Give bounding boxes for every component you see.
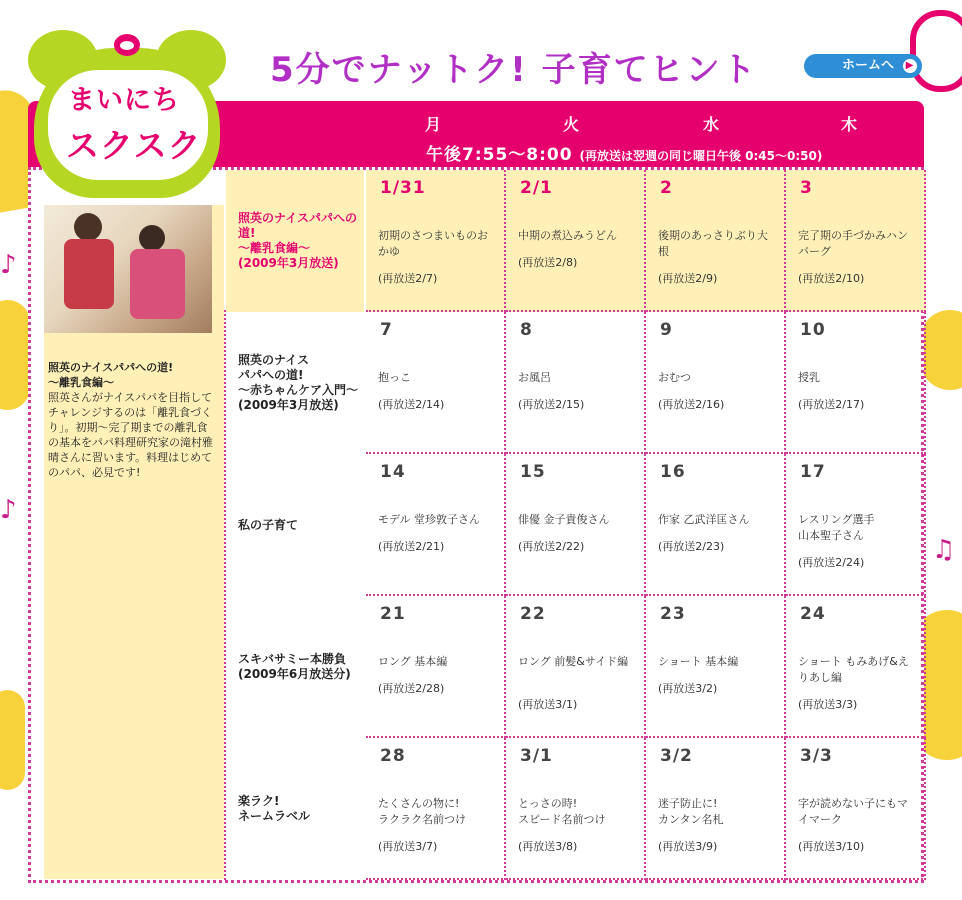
sidebar-title: 照英のナイスパパへの道! 〜離乳食編〜 <box>48 361 174 389</box>
cell-rerun-date: (再放送3/1) <box>518 698 578 711</box>
decoration-character-left-mid <box>0 300 30 410</box>
row-label-title: 照英のナイス パパへの道! <box>238 353 310 382</box>
row-label <box>226 454 364 596</box>
cell-rerun-date: (再放送2/23) <box>658 540 725 553</box>
row-label-title: スキバサミー本勝負 <box>238 652 347 666</box>
schedule-cell[interactable] <box>646 454 786 596</box>
broadcast-time-text: 午後7:55〜8:00 <box>426 145 573 165</box>
cell-rerun-date: (再放送2/8) <box>518 256 578 269</box>
cell-rerun-date: (再放送3/7) <box>378 840 438 853</box>
row-label-subtitle: 〜赤ちゃんケア入門〜 (2009年3月放送) <box>238 383 359 412</box>
day-header-thu: 木 <box>840 115 857 134</box>
row-label-title: 私の子育て <box>238 517 299 532</box>
cell-rerun-date: (再放送3/8) <box>518 840 578 853</box>
music-note-icon: ♫ <box>932 535 956 565</box>
cell-rerun-date: (再放送2/22) <box>518 540 585 553</box>
day-header-wed: 水 <box>702 115 719 134</box>
cell-topic: ショート もみあげ&えりあし編 <box>798 655 909 684</box>
cell-rerun-date: (再放送2/10) <box>798 272 865 285</box>
music-note-icon: ♪ <box>0 495 17 525</box>
schedule-cell[interactable] <box>786 312 926 454</box>
row-label-subtitle: (2009年6月放送分) <box>238 667 351 681</box>
cell-topic: 完了期の手づかみハンバーグ <box>798 229 908 258</box>
site-logo[interactable] <box>28 30 226 198</box>
music-note-icon: ♪ <box>0 250 17 280</box>
day-header-mon: 月 <box>424 115 441 134</box>
cell-date: 10 <box>800 320 826 340</box>
cell-topic: 抱っこ <box>378 371 411 384</box>
cell-topic: たくさんの物に! ラクラク名前つけ <box>378 797 466 826</box>
row-label <box>226 170 364 312</box>
schedule-cell[interactable] <box>366 738 506 880</box>
cell-date: 3/1 <box>520 746 553 766</box>
schedule-cell[interactable] <box>786 738 926 880</box>
cell-date: 15 <box>520 462 546 482</box>
cell-topic: モデル 堂珍敦子さん <box>378 513 480 526</box>
cell-topic: お風呂 <box>518 371 551 384</box>
page-title: 5分でナットク! 子育てヒント <box>270 50 758 90</box>
cell-rerun-date: (再放送2/17) <box>798 398 865 411</box>
row-label-title: 照英のナイスパパへの道! 〜離乳食編〜 <box>238 211 358 255</box>
schedule-cell[interactable] <box>506 312 646 454</box>
row-label <box>226 738 364 880</box>
cell-topic: とっさの時! スピード名前つけ <box>518 797 606 826</box>
cell-rerun-date: (再放送3/2) <box>658 682 718 695</box>
cell-date: 16 <box>660 462 686 482</box>
schedule-cell[interactable] <box>646 170 786 312</box>
schedule-cell[interactable] <box>786 596 926 738</box>
schedule-cell[interactable] <box>506 738 646 880</box>
photo-person-2-body <box>130 249 185 319</box>
cell-rerun-date: (再放送2/14) <box>378 398 445 411</box>
schedule-cell[interactable] <box>506 454 646 596</box>
photo-person-2-head <box>139 225 165 251</box>
cell-date: 17 <box>800 462 826 482</box>
cell-rerun-date: (再放送2/9) <box>658 272 718 285</box>
program-photo <box>44 205 212 333</box>
home-button-label: ホームへ <box>842 58 895 73</box>
cell-topic: ショート 基本編 <box>658 655 739 668</box>
arrow-right-icon: ▶ <box>903 59 917 73</box>
cell-date: 7 <box>380 320 393 340</box>
logo-text-line1: まいにち <box>68 85 180 116</box>
cell-date: 24 <box>800 604 826 624</box>
cell-topic: 中期の煮込みうどん <box>518 229 617 242</box>
cell-topic: 授乳 <box>798 371 820 384</box>
cell-date: 14 <box>380 462 406 482</box>
cell-rerun-date: (再放送3/3) <box>798 698 858 711</box>
cell-date: 3/2 <box>660 746 693 766</box>
cell-date: 22 <box>520 604 546 624</box>
cell-topic: ロング 前髪&サイド編 <box>518 655 629 668</box>
cell-topic: 迷子防止に! カンタン名札 <box>658 797 724 826</box>
cell-topic: おむつ <box>658 371 691 384</box>
cell-date: 28 <box>380 746 406 766</box>
schedule-cell[interactable] <box>786 454 926 596</box>
cell-rerun-date: (再放送3/9) <box>658 840 718 853</box>
schedule-cell[interactable] <box>646 596 786 738</box>
bunny-icon <box>114 34 140 56</box>
cell-topic: 字が読めない子にもマイマーク <box>798 797 908 826</box>
schedule-cell[interactable] <box>786 170 926 312</box>
schedule-cell[interactable] <box>506 170 646 312</box>
cell-topic: 後期のあっさりぶり大根 <box>658 229 768 258</box>
decoration-character-right-mid <box>920 310 962 390</box>
photo-person-1-head <box>74 213 102 241</box>
cell-rerun-date: (再放送3/10) <box>798 840 865 853</box>
cell-date: 3/3 <box>800 746 833 766</box>
decoration-character-left-bottom <box>0 690 25 790</box>
cell-topic: レスリング選手 山本聖子さん <box>798 513 875 542</box>
schedule-cell[interactable] <box>366 170 506 312</box>
row-label <box>226 312 364 454</box>
cell-date: 1/31 <box>380 178 426 198</box>
rerun-note: (再放送は翌週の同じ曜日午後 0:45〜0:50) <box>579 149 823 163</box>
decoration-ring-right-top <box>910 10 962 92</box>
logo-text-line2: スクスク <box>66 126 202 165</box>
home-button[interactable] <box>804 54 922 78</box>
cell-rerun-date: (再放送2/7) <box>378 272 438 285</box>
schedule-cell[interactable] <box>646 738 786 880</box>
photo-person-1-body <box>64 239 114 309</box>
schedule-cell[interactable] <box>646 312 786 454</box>
cell-date: 8 <box>520 320 533 340</box>
cell-rerun-date: (再放送2/28) <box>378 682 445 695</box>
cell-date: 2 <box>660 178 673 198</box>
cell-topic: 俳優 金子貴俊さん <box>518 513 610 526</box>
cell-date: 9 <box>660 320 673 340</box>
broadcast-time <box>426 140 822 165</box>
row-label-title: 楽ラク! ネームラベル <box>238 794 311 823</box>
cell-rerun-date: (再放送2/21) <box>378 540 445 553</box>
schedule-cell[interactable] <box>506 596 646 738</box>
schedule-cell[interactable] <box>366 596 506 738</box>
cell-rerun-date: (再放送2/16) <box>658 398 725 411</box>
day-header-tue: 火 <box>562 115 579 134</box>
cell-date: 21 <box>380 604 406 624</box>
row-label <box>226 596 364 738</box>
sidebar-description: 照英さんがナイスパパを目指してチャレンジするのは「離乳食づくり」。初期〜完了期までの離乳食の基本をパパ料理研究家の滝村雅晴さんに習います。料理はじめてのパパ、必見です! <box>48 391 213 479</box>
cell-rerun-date: (再放送2/15) <box>518 398 585 411</box>
cell-topic: 初期のさつまいものおかゆ <box>378 229 488 258</box>
schedule-cell[interactable] <box>366 454 506 596</box>
cell-topic: 作家 乙武洋匡さん <box>658 513 750 526</box>
schedule-cell[interactable] <box>366 312 506 454</box>
cell-rerun-date: (再放送2/24) <box>798 556 865 569</box>
cell-date: 2/1 <box>520 178 553 198</box>
cell-date: 23 <box>660 604 686 624</box>
cell-topic: ロング 基本編 <box>378 655 448 668</box>
cell-date: 3 <box>800 178 813 198</box>
row-label-subtitle: (2009年3月放送) <box>238 256 339 270</box>
